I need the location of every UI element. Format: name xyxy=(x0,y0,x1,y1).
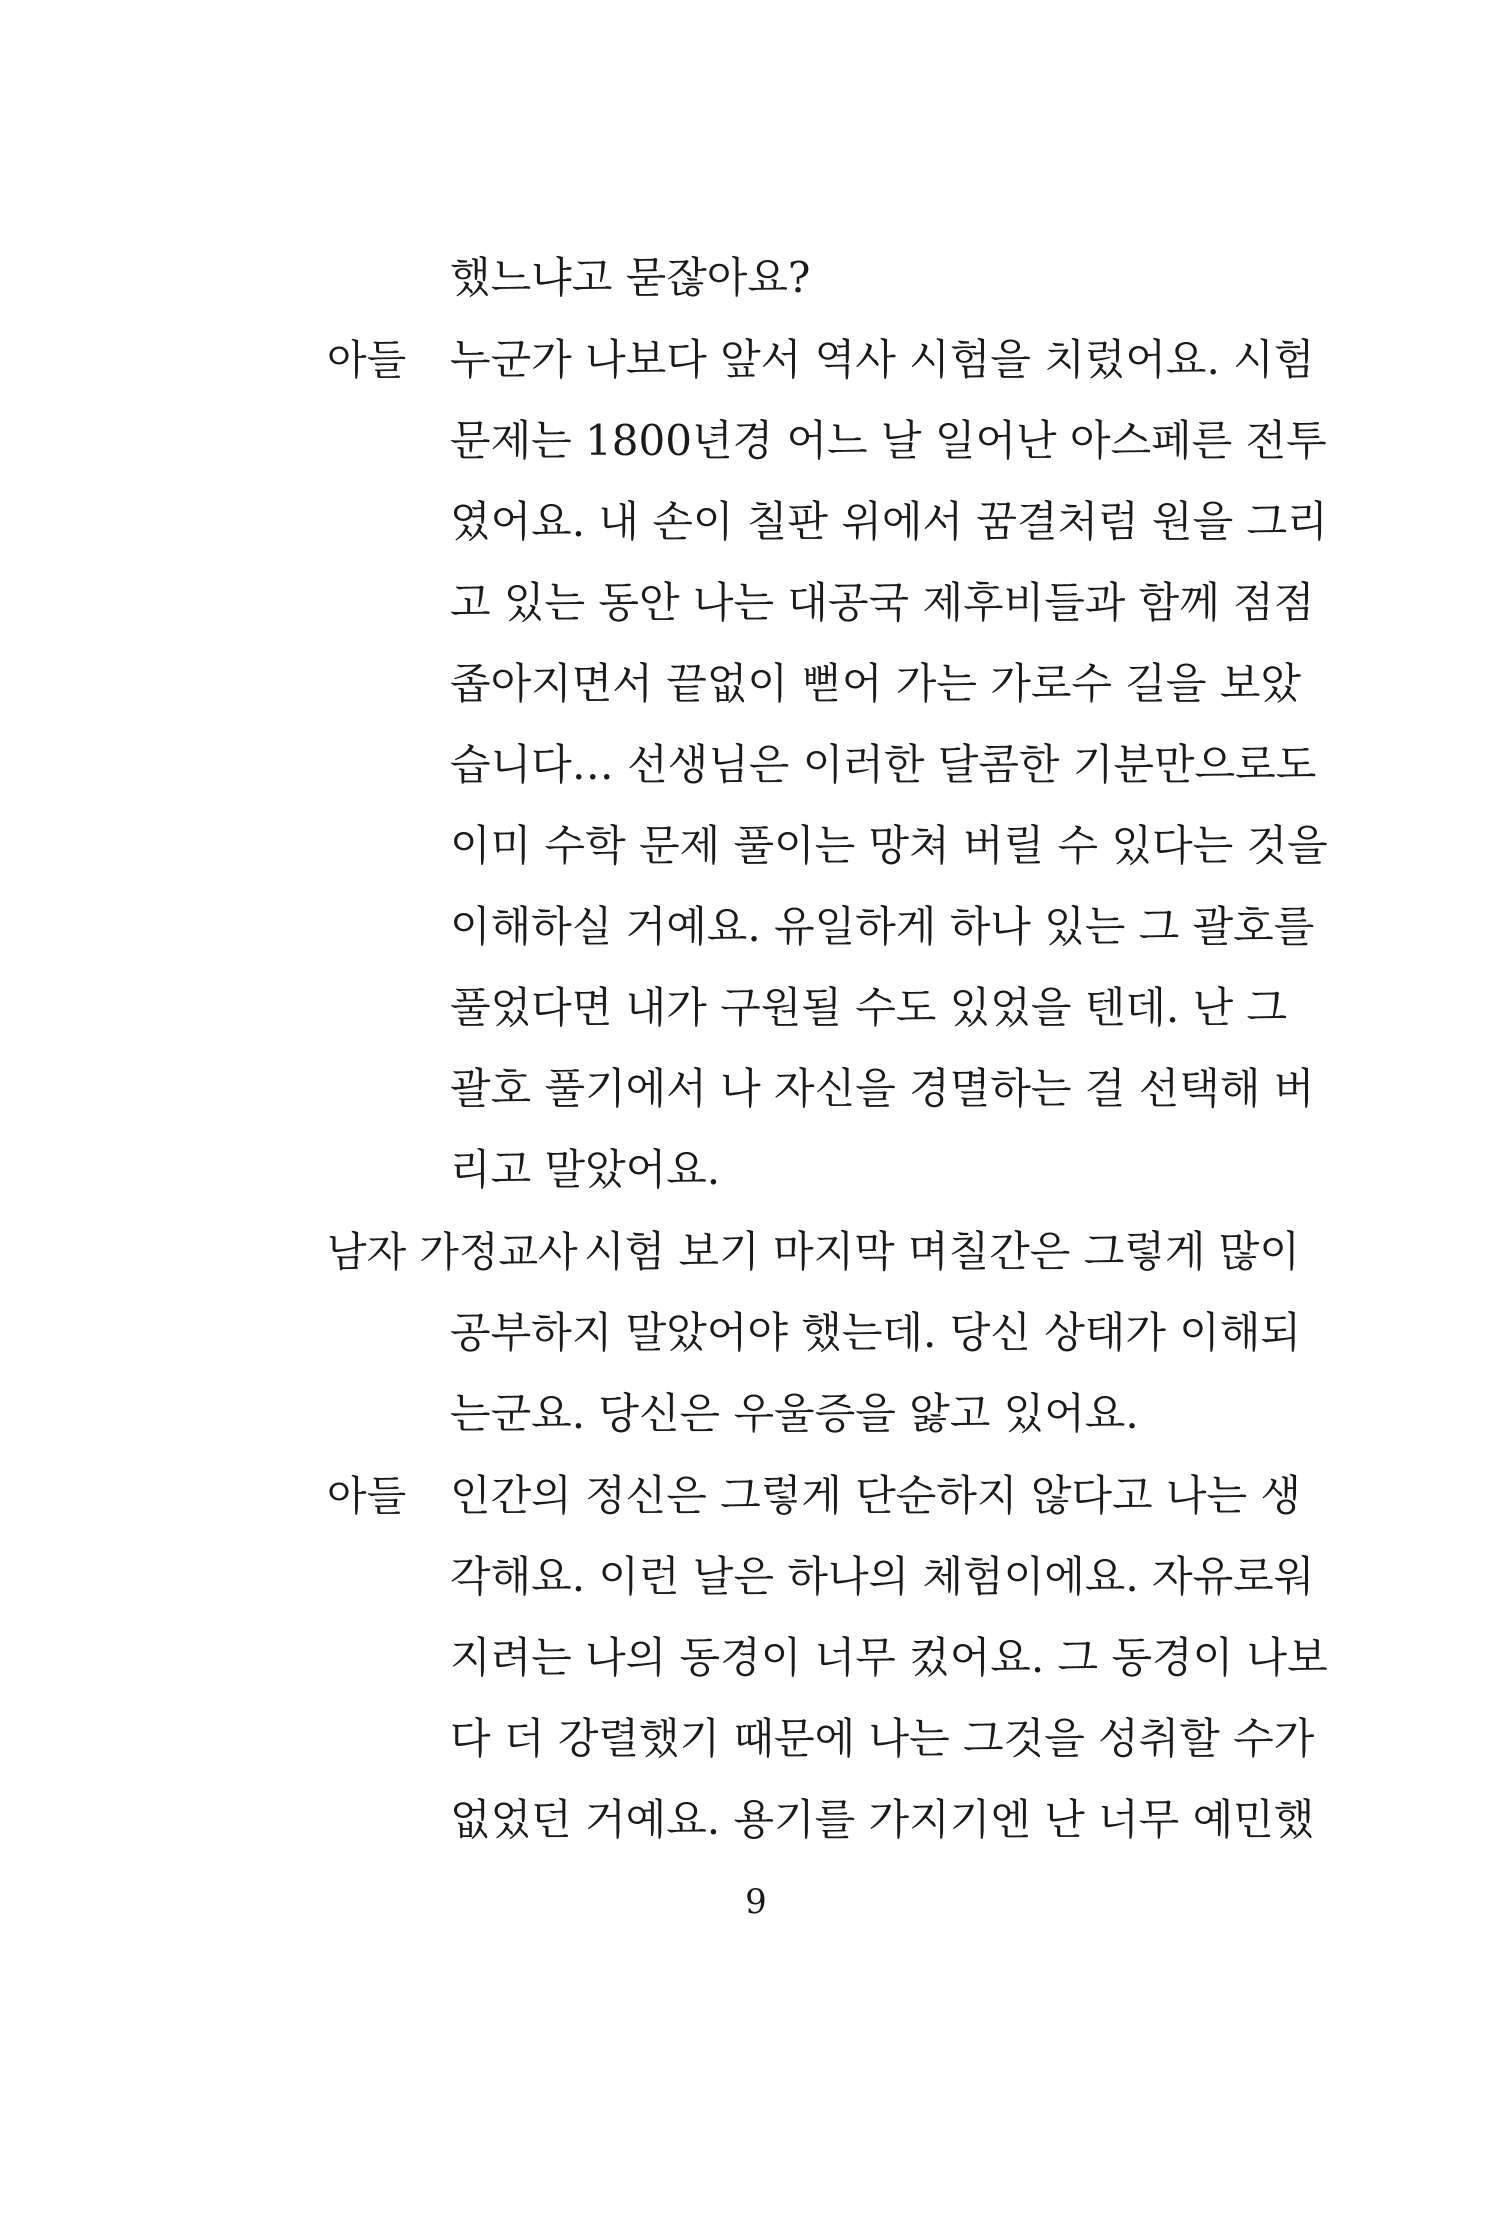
speaker-label: 아들 xyxy=(327,336,407,384)
dialogue-text: 시험 보기 마지막 며칠간은 그렇게 많이 xyxy=(584,1227,1300,1276)
dialogue-text: 좁아지면서 끝없이 뻗어 가는 가로수 길을 보았 xyxy=(450,659,1301,708)
dialogue-text: 없었던 거예요. 용기를 가지기엔 난 너무 예민했 xyxy=(450,1795,1315,1844)
dialogue-text: 문제는 1800년경 어느 날 일어난 아스페른 전투 xyxy=(450,416,1327,465)
speaker-label: 아들 xyxy=(327,1472,407,1520)
dialogue-text: 였어요. 내 손이 칠판 위에서 꿈결처럼 원을 그리 xyxy=(450,497,1328,546)
dialogue-text: 이미 수학 문제 풀이는 망쳐 버릴 수 있다는 것을 xyxy=(450,821,1328,870)
dialogue-text: 리고 말았어요. xyxy=(450,1145,721,1194)
dialogue-text: 각해요. 이런 날은 하나의 체험이에요. 자유로워 xyxy=(450,1552,1315,1601)
dialogue-text: 인간의 정신은 그렇게 단순하지 않다고 나는 생 xyxy=(450,1471,1301,1520)
dialogue-text: 고 있는 동안 나는 대공국 제후비들과 함께 점점 xyxy=(450,578,1315,627)
dialogue-text: 괄호 풀기에서 나 자신을 경멸하는 걸 선택해 버 xyxy=(450,1064,1315,1113)
dialogue-text: 습니다… 선생님은 이러한 달콤한 기분만으로도 xyxy=(450,740,1317,789)
page-number: 9 xyxy=(745,1882,767,1922)
dialogue-text: 했느냐고 묻잖아요? xyxy=(450,253,811,302)
dialogue-text: 누군가 나보다 앞서 역사 시험을 치렀어요. 시험 xyxy=(450,335,1315,384)
dialogue-text: 다 더 강렬했기 때문에 나는 그것을 성취할 수가 xyxy=(450,1714,1315,1763)
dialogue-text: 공부하지 말았어야 했는데. 당신 상태가 이해되 xyxy=(450,1308,1301,1357)
dialogue-text: 풀었다면 내가 구원될 수도 있었을 텐데. 난 그 xyxy=(450,983,1288,1032)
speaker-label: 남자 가정교사 xyxy=(327,1228,578,1276)
dialogue-text: 는군요. 당신은 우울증을 앓고 있어요. xyxy=(450,1389,1139,1438)
dialogue-text: 이해하실 거예요. 유일하게 하나 있는 그 괄호를 xyxy=(450,902,1315,951)
dialogue-text: 지려는 나의 동경이 너무 컸어요. 그 동경이 나보 xyxy=(450,1633,1328,1682)
